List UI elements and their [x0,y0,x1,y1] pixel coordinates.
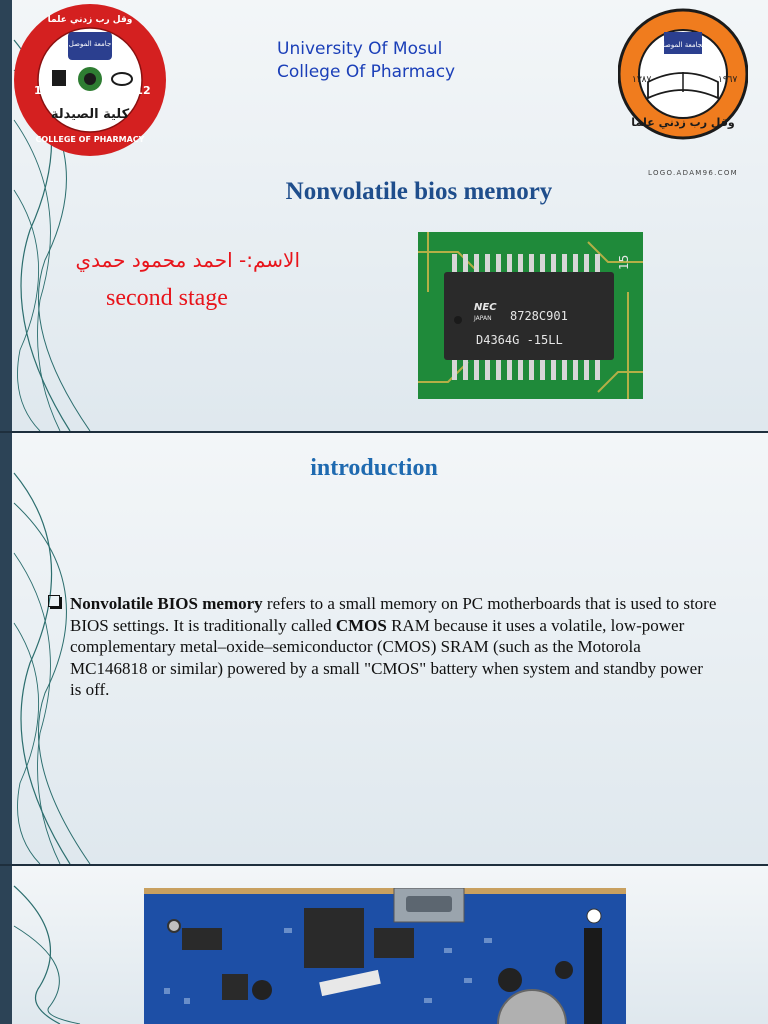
introduction-paragraph [48,593,718,701]
decorative-swoosh-lines [0,866,120,1024]
student-stage: second stage [106,285,228,311]
logo-left-arabic-bottom: كلية الصيدلة [50,107,130,122]
bullet-text-part-2: RAM because it uses a volatile, low-power complementary metal–oxide–semiconductor (CMOS) SRAM (such as the Motorola MC146818 or similar) powered by a small "CMOS" battery when system and standby power is off. [70,615,703,699]
slide-introduction [0,433,768,864]
logo-credit: LOGO.ADAM96.COM [648,169,738,177]
logo-right-arabic-bottom: وقل رب زدني علما [631,116,735,129]
motherboard-photo [144,888,626,1024]
bullet-bold-cmos: CMOS [335,615,387,635]
slide-title-heading: Nonvolatile bios memory [285,178,553,205]
bullet-text-part-1: refers to a small memory on PC motherboards that is used to store BIOS settings. It is traditionally called [70,594,717,635]
slide-motherboard [0,866,768,1024]
introduction-heading: introduction [310,455,438,481]
chip-board-mark: 15 [617,254,631,270]
bios-chip-photo [418,232,643,399]
chip-code-line-1: 8728C901 [510,309,568,323]
logo-left-arabic-inner: جامعة الموصل [68,40,112,48]
logo-left-year-right: 1412 [120,84,151,97]
logo-right-year-right: ١٩٦٧ [718,75,738,85]
university-name: University Of Mosul [277,39,443,59]
chip-brand-sub: JAPAN [474,315,492,322]
student-name: الاسم:- احمد محمود حمدي [75,248,300,272]
logo-right-year-left: ١٣٨٧ [632,75,652,85]
logo-left-year-left: 1992 [34,84,65,97]
slide-title [0,0,768,431]
college-name: College Of Pharmacy [277,62,456,82]
square-bullet-icon [48,595,60,607]
college-of-pharmacy-logo [12,2,168,158]
university-of-mosul-logo [618,2,748,152]
chip-code-line-2: D4364G -15LL [476,333,563,347]
logo-right-arabic-top: الجامعة الموصل [659,41,707,49]
bullet-bold-term: Nonvolatile BIOS memory [70,594,263,613]
introduction-bullet [48,593,718,701]
logo-left-english-bottom: COLLEGE OF PHARMACY [35,135,145,144]
chip-brand: NEC [474,302,497,313]
logo-left-arabic-top: وقل رب زدني علما [47,15,133,25]
university-heading [277,38,455,84]
